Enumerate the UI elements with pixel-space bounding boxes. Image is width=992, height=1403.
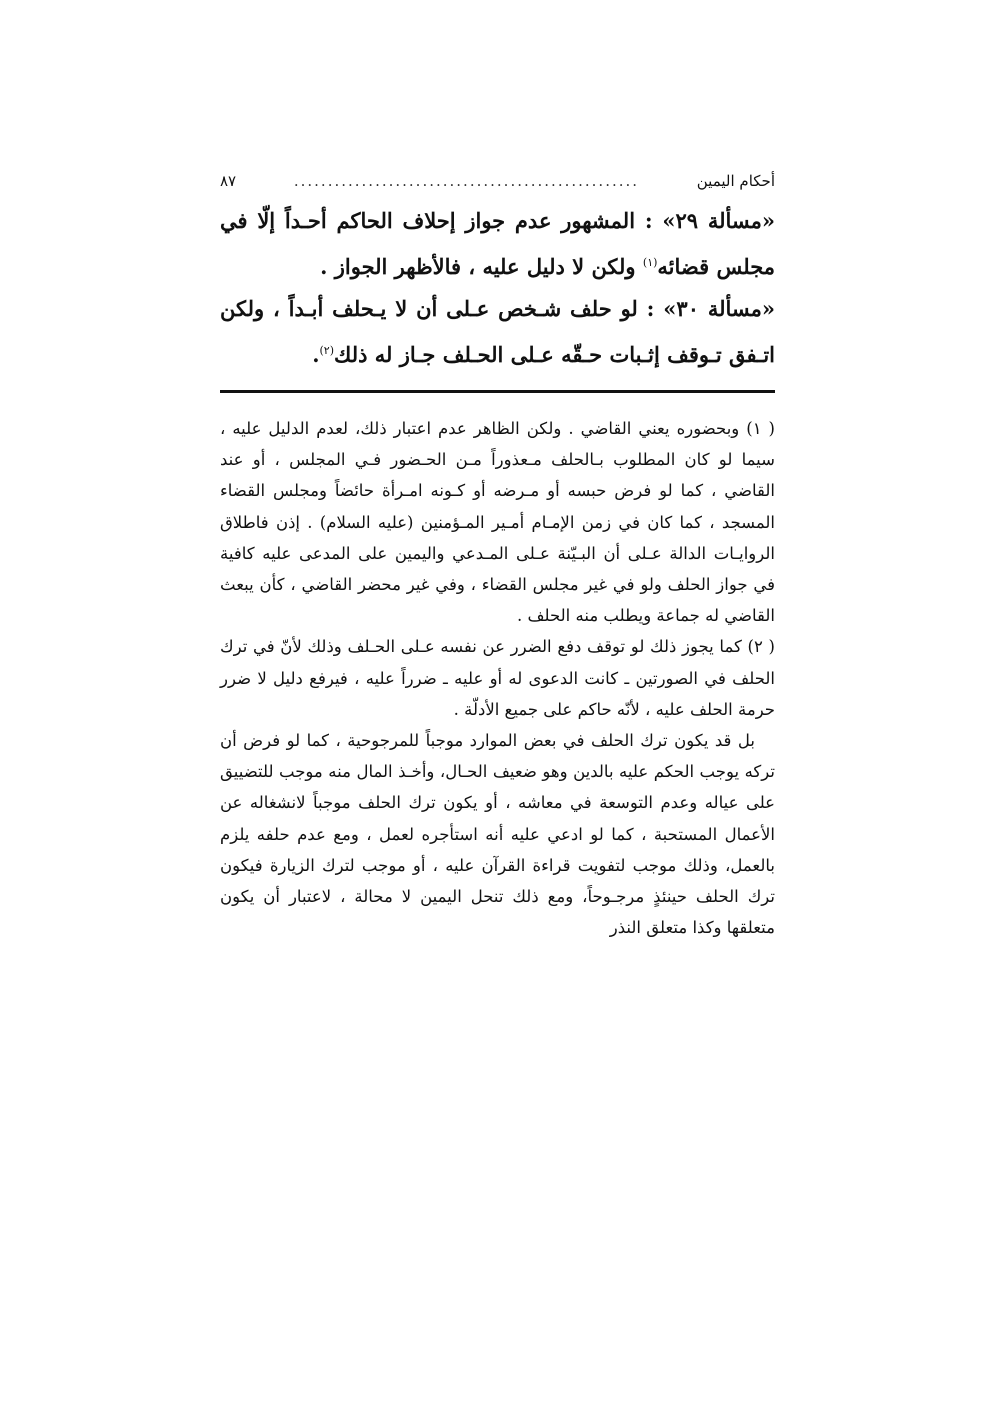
page-number: ٨٧ [220,172,237,190]
issue-29-text: «مسألة ٢٩» : المشهور عدم جواز إحلاف الحاكم أحـداً إلّا في مجلس قضائه [220,208,775,279]
running-header [220,170,775,194]
footnote-2: ( ٢) كما يجوز ذلك لو توقف دفع الضرر عن نفسه عـلى الحـلف وذلك لأنّ في ترك الحلف في الصورتين ـ كانت الدعوى له أو عليه ـ ضرراً عليه ، فيرفع دليل لا ضرر حرمة الحلف عليه ، لأنّه حاكم على جميع الأدلّة . [220,637,775,719]
issue-29-paragraph [220,200,775,288]
footnote-separator [220,390,775,393]
footnote-ref-1: (١) [642,256,658,269]
main-text [220,200,775,376]
issue-30-tail: . [312,342,320,367]
footnote-2-continuation: بل قد يكون ترك الحلف في بعض الموارد موجباً للمرجوحية ، كما لو فرض أن تركه يوجب الحكم عليه بالدين وهو ضعيف الحـال، وأخـذ المال منه موجب للتضييق على عياله وعدم التوسعة في معاشه ، أو يكون ترك الحلف موجباً لانشغاله عن الأعمال المستحبة ، كما لو ادعي عليه أنه استأجره لعمل ، ومع عدم حلفه يلزم بالعمل، وذلك موجب لتفويت قراءة القرآن عليه ، أو موجب لترك الزيارة فيكون ترك الحلف حينئذٍ مرجـوحاً، ومع ذلك تنحل اليمين لا محالة ، لاعتبار أن يكون متعلقها وكذا متعلق النذر [220,731,775,938]
footnotes [220,413,775,943]
issue-29-tail: ولكن لا دليل عليه ، فالأظهر الجواز . [320,254,643,279]
running-title: أحكام اليمين [696,172,775,190]
issue-30-text: «مسألة ٣٠» : لو حلف شـخص عـلى أن لا يـحلف أبـداً ، ولكن اتـفق تـوقف إثـبات حـقّه عـلى الحـلف جـاز له ذلك [220,296,776,367]
issue-30-paragraph [220,288,775,376]
dot-leader: ................................................... [293,172,640,190]
footnote-ref-2: (٢) [319,344,335,357]
book-page [220,170,775,943]
footnote-1: ( ١) وبحضوره يعني القاضي . ولكن الظاهر عدم اعتبار ذلك، لعدم الدليل عليه ، سيما لو كان المطلوب بـالحلف مـعذوراً مـن الحـضور فـي المجلس ، أو عند القاضي ، كما لو فرض حبسه أو مـرضه أو كـونه امـرأة حائضاً ومجلس القضاء المسجد ، كما كان في زمن الإمـام أمـير المـؤمنين (عليه السلام) . إذن فاطلاق الروايـات الدالة عـلى أن البـيّنة عـلى المـدعي واليمين على المدعى عليه كافية في جواز الحلف ولو في غير مجلس القضاء ، وفي غير محضر القاضي ، كأن يبعث القاضي له جماعة ويطلب منه الحلف . [220,419,775,626]
